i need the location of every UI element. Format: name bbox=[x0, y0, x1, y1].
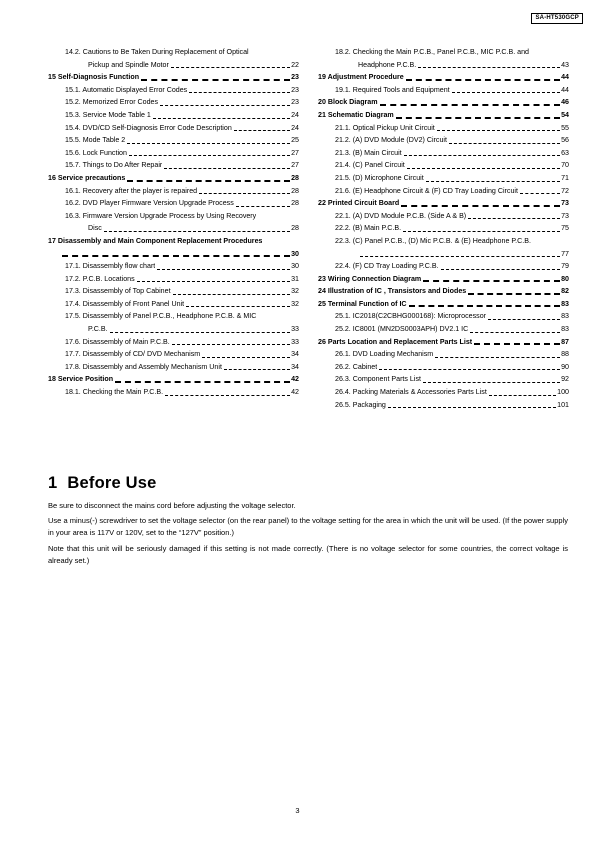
toc-entry-link[interactable] bbox=[48, 59, 299, 72]
toc-leader-line bbox=[137, 281, 290, 282]
toc-entry-link[interactable] bbox=[48, 84, 299, 97]
toc-entry-link[interactable] bbox=[48, 323, 299, 336]
toc-entry-page: 63 bbox=[561, 148, 569, 157]
toc-leader-line bbox=[468, 293, 560, 295]
toc-entry-title: 21.3. (B) Main Circuit bbox=[335, 148, 402, 157]
toc-entry-link[interactable] bbox=[318, 285, 569, 298]
toc-entry-link[interactable] bbox=[318, 172, 569, 185]
toc-leader-line bbox=[62, 255, 290, 257]
toc-entry-page: 73 bbox=[561, 199, 569, 208]
toc-entry-page: 55 bbox=[561, 123, 569, 132]
toc-entry-title: 26.1. DVD Loading Mechanism bbox=[335, 350, 434, 359]
toc-entry-link[interactable] bbox=[318, 210, 569, 223]
toc-entry-page: 90 bbox=[561, 362, 569, 371]
toc-entry-title: 22.1. (A) DVD Module P.C.B. (Side A & B) bbox=[335, 211, 467, 220]
toc-entry-title: 19.1. Required Tools and Equipment bbox=[335, 85, 450, 94]
toc-entry-link[interactable] bbox=[318, 222, 569, 235]
toc-entry-page: 34 bbox=[291, 362, 299, 371]
section-title: Before Use bbox=[67, 474, 157, 492]
toc-entry-page: 34 bbox=[291, 350, 299, 359]
toc-leader-line bbox=[186, 306, 290, 307]
toc-leader-line bbox=[189, 92, 290, 93]
toc-entry-title: 25.2. IC8001 (MN2DS0003APH) DV2.1 IC bbox=[335, 325, 469, 334]
toc-entry-link[interactable] bbox=[48, 361, 299, 374]
toc-entry-title: 15.1. Automatic Displayed Error Codes bbox=[65, 85, 188, 94]
toc-entry-page: 82 bbox=[561, 287, 569, 296]
section-heading bbox=[48, 474, 157, 493]
toc-entry-link[interactable] bbox=[318, 361, 569, 374]
toc-entry-page: 28 bbox=[291, 186, 299, 195]
toc-entry-title: 15.5. Mode Table 2 bbox=[65, 136, 126, 145]
toc-entry-link[interactable] bbox=[48, 248, 299, 261]
toc-entry-link[interactable] bbox=[48, 185, 299, 198]
toc-entry-page: 71 bbox=[561, 173, 569, 182]
toc-entry-title: 22.2. (B) Main P.C.B. bbox=[335, 224, 402, 233]
toc-leader-line bbox=[104, 231, 290, 232]
toc-leader-line bbox=[224, 369, 290, 370]
toc-entry-link[interactable] bbox=[48, 122, 299, 135]
toc-leader-line bbox=[110, 332, 291, 333]
toc-entry-link[interactable] bbox=[48, 197, 299, 210]
toc-entry-page: 54 bbox=[561, 110, 569, 119]
toc-leader-line bbox=[452, 92, 560, 93]
toc-leader-line bbox=[449, 143, 560, 144]
toc-entry-page: 73 bbox=[561, 211, 569, 220]
toc-leader-line bbox=[474, 343, 560, 345]
toc-leader-line bbox=[157, 269, 290, 270]
toc-entry-page: 83 bbox=[561, 299, 569, 308]
toc-entry-page: 83 bbox=[561, 325, 569, 334]
toc-entry-link[interactable] bbox=[48, 260, 299, 273]
toc-entry-page: 72 bbox=[561, 186, 569, 195]
page-number: 3 bbox=[295, 806, 300, 815]
toc-leader-line bbox=[173, 294, 291, 295]
toc-leader-line bbox=[435, 357, 560, 358]
toc-leader-line bbox=[160, 105, 290, 106]
toc-entry-page: 43 bbox=[561, 60, 569, 69]
toc-leader-line bbox=[199, 193, 290, 194]
toc-entry-title: 14.2. Cautions to Be Taken During Replacement of Optical bbox=[65, 48, 249, 56]
toc-leader-line bbox=[388, 407, 556, 408]
toc-entry-link[interactable] bbox=[318, 96, 569, 109]
toc-entry-link[interactable] bbox=[318, 134, 569, 147]
toc-leader-line bbox=[418, 67, 560, 68]
toc-entry-link[interactable] bbox=[318, 71, 569, 84]
toc-entry-page: 42 bbox=[291, 388, 299, 397]
toc-entry-link[interactable] bbox=[48, 336, 299, 349]
toc-entry-title: Disc bbox=[88, 224, 102, 233]
toc-entry-title: 21.5. (D) Microphone Circuit bbox=[335, 173, 424, 182]
toc-entry-link[interactable] bbox=[318, 109, 569, 122]
toc-entry-link[interactable] bbox=[318, 399, 569, 412]
toc-leader-line bbox=[488, 319, 560, 320]
toc-entry-page: 28 bbox=[291, 173, 299, 182]
toc-entry-link[interactable] bbox=[318, 185, 569, 198]
toc-entry-page: 75 bbox=[561, 224, 569, 233]
toc-entry-title: 20 Block Diagram bbox=[318, 98, 378, 107]
toc-entry-link[interactable] bbox=[318, 159, 569, 172]
toc-leader-line bbox=[172, 344, 290, 345]
toc-leader-line bbox=[165, 395, 290, 396]
toc-entry-page: 23 bbox=[291, 98, 299, 107]
toc-entry-page: 77 bbox=[561, 249, 569, 258]
toc-leader-line bbox=[396, 117, 560, 119]
toc-entry-title: 16.3. Firmware Version Upgrade Process by Using Recovery bbox=[65, 211, 257, 220]
toc-leader-line bbox=[409, 305, 561, 307]
toc-entry-title: 22.3. (C) Panel P.C.B., (D) Mic P.C.B. & (E) Headphone P.C.B. bbox=[335, 236, 531, 245]
toc-entry-title: 26.3. Component Parts List bbox=[335, 375, 421, 384]
toc-entry-page: 101 bbox=[557, 400, 569, 409]
toc-entry-page: 92 bbox=[561, 375, 569, 384]
toc-entry-title: 18 Service Position bbox=[48, 375, 114, 384]
toc-entry-link[interactable] bbox=[318, 122, 569, 135]
toc-entry-title: 21.2. (A) DVD Module (DV2) Circuit bbox=[335, 136, 447, 145]
toc-leader-line bbox=[406, 79, 560, 81]
toc-entry-title: 17.2. P.C.B. Locations bbox=[65, 274, 135, 283]
toc-entry-page: 24 bbox=[291, 123, 299, 132]
toc-entry-title: 22 Printed Circuit Board bbox=[318, 199, 400, 208]
toc-entry-link[interactable] bbox=[48, 147, 299, 160]
toc-entry-title: 25 Terminal Function of IC bbox=[318, 299, 407, 308]
toc-entry-link[interactable] bbox=[48, 210, 299, 223]
toc-entry-page: 87 bbox=[561, 337, 569, 346]
toc-entry-title: 18.1. Checking the Main P.C.B. bbox=[65, 388, 164, 397]
toc-entry-page: 22 bbox=[291, 60, 299, 69]
toc-entry-link[interactable] bbox=[318, 336, 569, 349]
toc-entry-title: 21.1. Optical Pickup Unit Circuit bbox=[335, 123, 435, 132]
toc-leader-line bbox=[423, 382, 560, 383]
toc-entry-title: 21.6. (E) Headphone Circuit & (F) CD Tray Loading Circuit bbox=[335, 186, 518, 195]
toc-entry-title: Headphone P.C.B. bbox=[358, 60, 417, 69]
toc-leader-line bbox=[426, 181, 560, 182]
toc-entry-link[interactable] bbox=[48, 273, 299, 286]
toc-entry-page: 33 bbox=[291, 325, 299, 334]
toc-entry-page: 27 bbox=[291, 148, 299, 157]
toc-entry-page: 46 bbox=[561, 98, 569, 107]
toc-entry-title: 17.7. Disassembly of CD/ DVD Mechanism bbox=[65, 350, 201, 359]
toc-entry-title: 18.2. Checking the Main P.C.B., Panel P.C.B., MIC P.C.B. and bbox=[335, 48, 529, 56]
toc-leader-line bbox=[437, 130, 560, 131]
toc-entry-link[interactable] bbox=[318, 248, 569, 261]
toc-leader-line bbox=[441, 269, 561, 270]
toc-entry-link[interactable] bbox=[48, 159, 299, 172]
toc-left-column bbox=[48, 46, 299, 399]
toc-entry-page: 70 bbox=[561, 161, 569, 170]
toc-entry-title: 17.3. Disassembly of Top Cabinet bbox=[65, 287, 171, 296]
toc-entry-page: 23 bbox=[291, 85, 299, 94]
toc-entry-title: 22.4. (F) CD Tray Loading P.C.B. bbox=[335, 262, 439, 271]
toc-entry-page: 79 bbox=[561, 262, 569, 271]
toc-leader-line bbox=[401, 205, 560, 207]
toc-entry-link[interactable] bbox=[318, 273, 569, 286]
toc-leader-line bbox=[171, 67, 290, 68]
toc-entry-page: 100 bbox=[557, 388, 569, 397]
toc-leader-line bbox=[520, 193, 560, 194]
toc-entry-link[interactable] bbox=[48, 71, 299, 84]
toc-entry-title: 15.7. Things to Do After Repair bbox=[65, 161, 163, 170]
toc-entry-title: 26.2. Cabinet bbox=[335, 362, 378, 371]
toc-entry-title: 16 Service precautions bbox=[48, 173, 126, 182]
toc-entry-title: 21 Schematic Diagram bbox=[318, 110, 394, 119]
toc-entry-title: 17.5. Disassembly of Panel P.C.B., Headphone P.C.B. & MIC bbox=[65, 312, 257, 321]
toc-entry-page: 44 bbox=[561, 73, 569, 82]
toc-entry-link[interactable] bbox=[48, 109, 299, 122]
section-body bbox=[48, 500, 568, 570]
toc-entry-page: 88 bbox=[561, 350, 569, 359]
toc-leader-line bbox=[404, 155, 560, 156]
body-paragraph: Use a minus(-) screwdriver to set the voltage selector (on the rear panel) to the voltage setting for the area in which the unit will be used. (If the power supply in your area is 117V or 120V, set to the “127V” position.) bbox=[48, 516, 568, 538]
toc-entry-page: 23 bbox=[291, 73, 299, 82]
toc-entry-page: 83 bbox=[561, 312, 569, 321]
toc-entry-link[interactable] bbox=[318, 46, 569, 59]
toc-entry-link[interactable] bbox=[318, 298, 569, 311]
toc-leader-line bbox=[153, 118, 290, 119]
toc-entry-link[interactable] bbox=[48, 222, 299, 235]
toc-entry-link[interactable] bbox=[48, 373, 299, 386]
toc-entry-link[interactable] bbox=[48, 46, 299, 59]
toc-entry-link[interactable] bbox=[48, 348, 299, 361]
toc-entry-title: 16.2. DVD Player Firmware Version Upgrade Process bbox=[65, 199, 234, 208]
toc-leader-line bbox=[489, 395, 556, 396]
toc-leader-line bbox=[164, 168, 290, 169]
toc-leader-line bbox=[380, 104, 561, 106]
body-paragraph: Note that this unit will be seriously damaged if this setting is not made correctly. (There is no voltage selector for some countries, the correct voltage is already set.) bbox=[48, 543, 568, 565]
toc-entry-title: 15.4. DVD/CD Self-Diagnosis Error Code Description bbox=[65, 123, 232, 132]
toc-entry-title: 15.6. Lock Function bbox=[65, 148, 127, 157]
toc-entry-title: 26.4. Packing Materials & Accessories Parts List bbox=[335, 388, 487, 397]
toc-entry-link[interactable] bbox=[48, 310, 299, 323]
toc-entry-page: 42 bbox=[291, 375, 299, 384]
toc-entry-link[interactable] bbox=[318, 348, 569, 361]
toc-entry-page: 31 bbox=[291, 274, 299, 283]
toc-leader-line bbox=[127, 143, 290, 144]
toc-leader-line bbox=[468, 218, 560, 219]
toc-entry-page: 56 bbox=[561, 136, 569, 145]
toc-entry-page: 32 bbox=[291, 287, 299, 296]
toc-entry-title: 15.3. Service Mode Table 1 bbox=[65, 110, 151, 119]
toc-leader-line bbox=[129, 155, 290, 156]
toc-entry-title: Pickup and Spindle Motor bbox=[88, 60, 169, 69]
toc-leader-line bbox=[202, 357, 290, 358]
model-number-tag: SA-HT530GCP bbox=[531, 13, 583, 24]
toc-entry-page: 33 bbox=[291, 337, 299, 346]
toc-entry-page: 80 bbox=[561, 274, 569, 283]
toc-entry-page: 28 bbox=[291, 199, 299, 208]
toc-entry-title: 23 Wiring Connection Diagram bbox=[318, 274, 422, 283]
toc-entry-link[interactable] bbox=[318, 260, 569, 273]
toc-leader-line bbox=[141, 79, 290, 81]
toc-entry-link[interactable] bbox=[318, 386, 569, 399]
toc-entry-link[interactable] bbox=[318, 323, 569, 336]
toc-leader-line bbox=[236, 206, 290, 207]
toc-entry-page: 32 bbox=[291, 299, 299, 308]
toc-entry-title: 26 Parts Location and Replacement Parts List bbox=[318, 337, 473, 346]
toc-entry-link[interactable] bbox=[318, 59, 569, 72]
toc-entry-title: 17.1. Disassembly flow chart bbox=[65, 262, 156, 271]
toc-entry-title: 17.6. Disassembly of Main P.C.B. bbox=[65, 337, 170, 346]
toc-entry-link[interactable] bbox=[318, 147, 569, 160]
toc-entry-link[interactable] bbox=[318, 235, 569, 248]
toc-entry-page: 30 bbox=[291, 262, 299, 271]
toc-leader-line bbox=[407, 168, 560, 169]
toc-entry-title: 15 Self-Diagnosis Function bbox=[48, 73, 140, 82]
toc-entry-title: 17 Disassembly and Main Component Replacement Procedures bbox=[48, 236, 263, 245]
toc-entry-page: 28 bbox=[291, 224, 299, 233]
toc-entry-page: 44 bbox=[561, 85, 569, 94]
section-number: 1 bbox=[48, 474, 58, 492]
toc-entry-link[interactable] bbox=[318, 197, 569, 210]
toc-leader-line bbox=[470, 332, 560, 333]
toc-entry-link[interactable] bbox=[48, 235, 299, 248]
toc-entry-title: 21.4. (C) Panel Circuit bbox=[335, 161, 405, 170]
toc-right-column bbox=[318, 46, 569, 411]
toc-entry-title: 19 Adjustment Procedure bbox=[318, 73, 404, 82]
toc-entry-link[interactable] bbox=[48, 172, 299, 185]
toc-entry-link[interactable] bbox=[48, 386, 299, 399]
toc-entry-link[interactable] bbox=[318, 373, 569, 386]
toc-leader-line bbox=[234, 130, 290, 131]
toc-entry-link[interactable] bbox=[48, 298, 299, 311]
toc-entry-link[interactable] bbox=[48, 96, 299, 109]
toc-entry-page: 24 bbox=[291, 110, 299, 119]
toc-leader-line bbox=[115, 381, 290, 383]
toc-entry-link[interactable] bbox=[48, 134, 299, 147]
toc-entry-title: 16.1. Recovery after the player is repaired bbox=[65, 186, 198, 195]
toc-leader-line bbox=[360, 256, 560, 257]
toc-leader-line bbox=[127, 180, 290, 182]
body-paragraph: Be sure to disconnect the mains cord before adjusting the voltage selector. bbox=[48, 501, 296, 510]
toc-entry-title: 17.8. Disassembly and Assembly Mechanism Unit bbox=[65, 362, 222, 371]
toc-entry-title: 15.2. Memorized Error Codes bbox=[65, 98, 159, 107]
toc-entry-link[interactable] bbox=[48, 285, 299, 298]
toc-entry-title: 24 Illustration of IC , Transistors and Diodes bbox=[318, 287, 467, 296]
toc-entry-title: 25.1. IC2018(C2CBHG000168): Microprocessor bbox=[335, 312, 487, 321]
toc-entry-title: 26.5. Packaging bbox=[335, 400, 386, 409]
toc-entry-link[interactable] bbox=[318, 310, 569, 323]
toc-leader-line bbox=[423, 280, 560, 282]
toc-entry-page: 30 bbox=[291, 249, 299, 258]
toc-leader-line bbox=[403, 231, 560, 232]
toc-entry-title: P.C.B. bbox=[88, 325, 108, 334]
toc-entry-page: 27 bbox=[291, 161, 299, 170]
toc-leader-line bbox=[379, 369, 560, 370]
toc-entry-link[interactable] bbox=[318, 84, 569, 97]
toc-entry-page: 25 bbox=[291, 136, 299, 145]
toc-entry-title: 17.4. Disassembly of Front Panel Unit bbox=[65, 299, 185, 308]
